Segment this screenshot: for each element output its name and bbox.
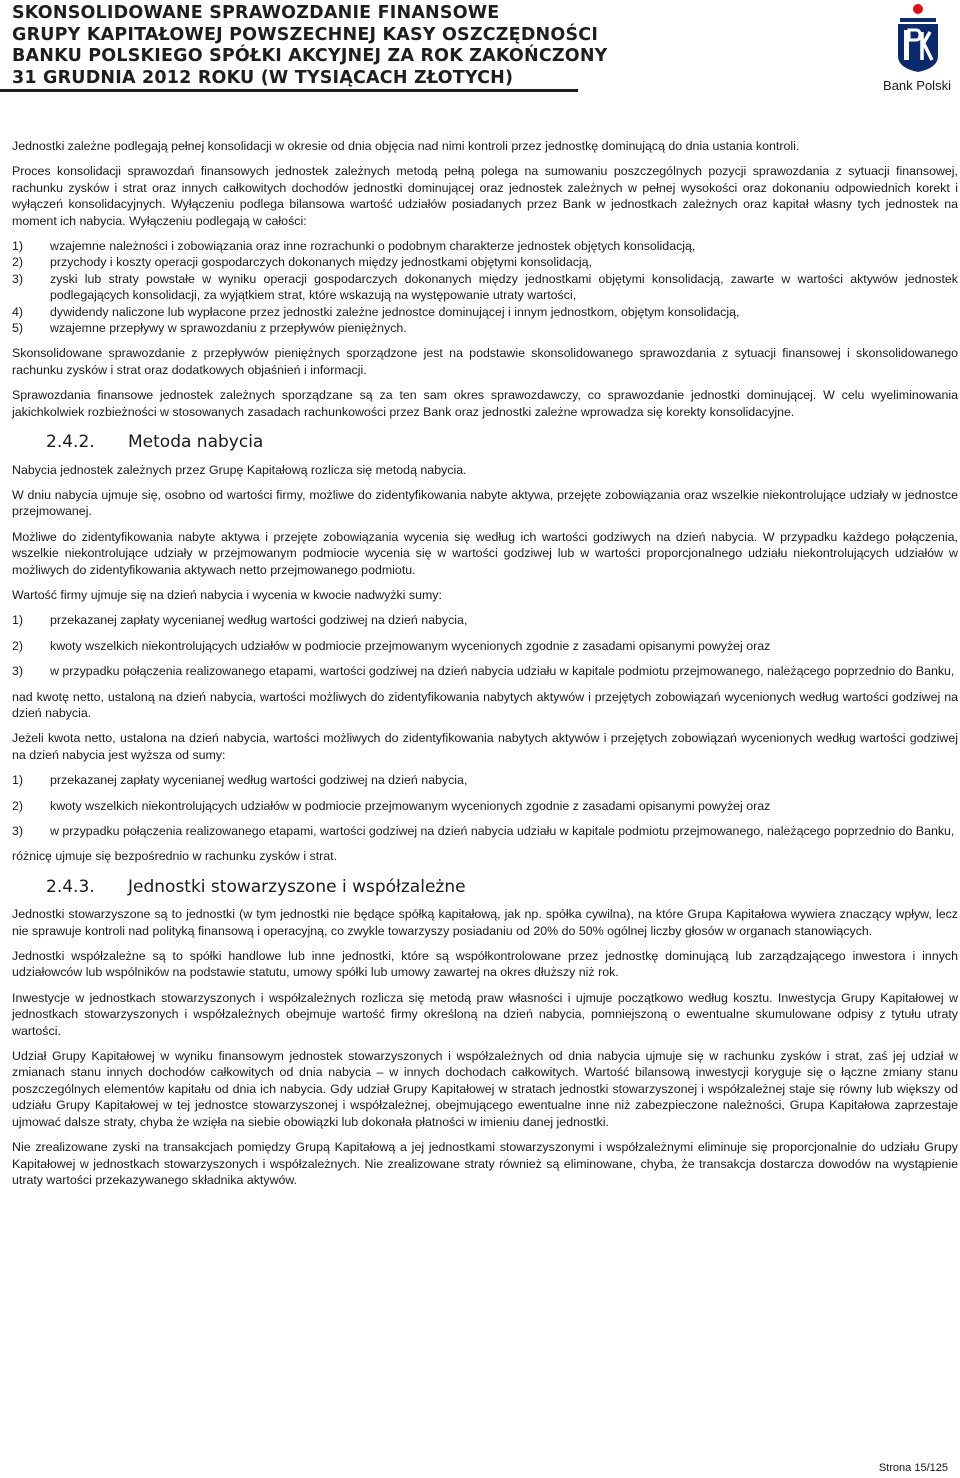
list-item: [12, 320, 958, 336]
section-243-paragraph-2: Jednostki współzależne są to spółki handlowe lub inne jednostki, które są współkontrolowane przez jednostkę dominującą lub zarządzającego inwestora i innych udziałowców lub wspólników na podstawie statutu, umowy spółki lub umowy zawartej na okres dłuższy niż rok.: [12, 949, 958, 980]
section-243-paragraph-4: Udział Grupy Kapitałowej w wyniku finansowym jednostek stowarzyszonych i współzależnych od dnia nabycia ujmuje się w rachunku zysków i strat, zaś jej udział w zmianach stanu innych dochodów całkowitych od dnia nabycia – w innych dochodach całkowitych. Wartość bilansową inwestycji koryguje się o łączne zmiany stanu poszczególnych elementów kapitału od dnia ich nabycia. Gdy udział Grupy Kapitałowej w stratach jednostki stowarzyszonej i współzależnej staje się równy lub większy od udziału Grupy Kapitałowej w tej jednostce stowarzyszonej i współzależnej, obejmującego ewentualne inne niż zabezpieczone należności, Grupa Kapitałowa zaprzestaje ujmować dalsze straty, chyba że wzięła na siebie obowiązki lub dokonała płatności w imieniu danej jednostki.: [12, 1049, 958, 1129]
list-text: wzajemne należności i zobowiązania oraz inne rozrachunki o podobnym charakterze jednostek objętych konsolidacją,: [50, 239, 696, 254]
list-number: 3): [12, 271, 24, 286]
list-number: 5): [12, 321, 24, 336]
section-242-paragraph-1: Nabycia jednostek zależnych przez Grupę Kapitałową rozlicza się metodą nabycia.: [12, 462, 467, 477]
list-text: kwoty wszelkich niekontrolujących udziałów w podmiocie przejmowanym wycenionych zgodnie z zasadami opisanymi powyżej oraz: [50, 798, 771, 813]
list-item: [12, 663, 958, 679]
list-item: [12, 798, 958, 814]
section-243-paragraph-1: Jednostki stowarzyszone są to jednostki (w tym jednostki nie będące spółką kapitałową, jak np. spółka cywilna), na które Grupa Kapitałowa wywiera znaczący wpływ, lecz nie sprawuje kontroli nad polityką finansową i operacyjną, co zwykle towarzyszy posiadaniu od 20% do 50% ogólnej liczby głosów w organach stanowiących.: [12, 907, 958, 938]
section-number: 2.4.3.: [46, 876, 95, 897]
list-text: zyski lub straty powstałe w wyniku operacji gospodarczych dokonanych między jednostkami objętymi konsolidacją, zawarte w wartości aktywów jednostek podlegających konsolidacji, za wyjątkiem strat, które wskazują na występowanie utraty wartości,: [50, 271, 958, 303]
list-text: przychody i koszty operacji gospodarczych dokonanych między jednostkami objętymi konsolidacją,: [50, 255, 593, 270]
list-number: 2): [12, 255, 24, 270]
section-243-paragraph-5: Nie zrealizowane zyski na transakcjach pomiędzy Grupą Kapitałową a jej jednostkami stowarzyszonymi i współzależnymi eliminuje się proporcjonalnie do udziału Grupy Kapitałowej w jednostkach stowarzyszonych i współzależnych. Nie zrealizowane straty również są eliminowane, chyba, że transakcja dostarcza dowodów na wystąpienie utraty wartości przekazywanego składnika aktywów.: [12, 1140, 958, 1187]
section-title: Metoda nabycia: [128, 432, 264, 453]
intro-paragraph-1: Jednostki zależne podlegają pełnej konsolidacji w okresie od dnia objęcia nad nimi kontroli przez jednostkę dominującą do dnia ustania kontroli.: [12, 139, 800, 153]
goodwill-sum-list: [12, 612, 958, 679]
intro-paragraph-3: Skonsolidowane sprawozdanie z przepływów pieniężnych sporządzone jest na podstawie skonsolidowanego sprawozdania z sytuacji finansowej i skonsolidowanego rachunku zysków i strat oraz dodatkowych objaśnień i informacji.: [12, 346, 958, 377]
list-text: wzajemne przepływy w sprawozdaniu z przepływów pieniężnych.: [50, 321, 407, 336]
list-item: [12, 254, 958, 270]
list-number: 1): [12, 613, 24, 628]
list-item: [12, 238, 958, 254]
section-243-paragraph-3: Inwestycje w jednostkach stowarzyszonych i współzależnych rozlicza się metodą praw własności i ujmuje początkowo według kosztu. Inwestycja Grupy Kapitałowej w jednostkach stowarzyszonych i współzależnych obejmuje wartość firmy określoną na dzień nabycia, pomniejszoną o ewentualne skumulowane odpisy z tytułu utraty wartości.: [12, 990, 958, 1038]
section-heading-242: [46, 432, 958, 453]
list-number: 1): [12, 773, 24, 788]
section-242-paragraph-6: Jeżeli kwota netto, ustalona na dzień nabycia, wartości możliwych do zidentyfikowania nabytych aktywów i przejętych zobowiązań wycenionych według wartości godziwej na dzień nabycia jest wyższa od sumy:: [12, 731, 958, 762]
title-line-4: 31 GRUDNIA 2012 ROKU (W TYSIĄCACH ZŁOTYCH): [12, 67, 514, 88]
list-item: [12, 612, 958, 628]
header-rule: [0, 89, 578, 92]
list-number: 2): [12, 798, 24, 813]
section-242-paragraph-4: Wartość firmy ujmuje się na dzień nabycia i wycenia w kwocie nadwyżki sumy:: [12, 587, 442, 602]
title-line-3: BANKU POLSKIEGO SPÓŁKI AKCYJNEJ ZA ROK ZAKOŃCZONY: [12, 46, 608, 66]
list-number: 3): [12, 824, 24, 838]
list-text: w przypadku połączenia realizowanego etapami, wartości godziwej na dzień nabycia udziału w kapitale podmiotu przejmowanego, należącego poprzednio do Banku,: [50, 664, 955, 679]
list-item: [12, 772, 958, 788]
list-text: dywidendy naliczone lub wypłacone przez jednostki zależne jednostce dominującej i innym jednostkom, objętym konsolidacją,: [50, 304, 740, 319]
list-item: [12, 638, 958, 654]
list-item: [12, 271, 958, 304]
bargain-sum-list: [12, 772, 958, 839]
section-242-paragraph-7: różnicę ujmuje się bezpośrednio w rachunku zysków i strat.: [12, 849, 338, 864]
list-number: 1): [12, 239, 24, 254]
exclusions-list: [12, 238, 958, 336]
section-heading-243: [46, 876, 958, 897]
section-title: Jednostki stowarzyszone i współzależne: [128, 876, 466, 897]
section-242-paragraph-5: nad kwotę netto, ustaloną na dzień nabycia, wartości możliwych do zidentyfikowania nabytych aktywów i przejętych zobowiązań wycenionych według wartości godziwej na dzień nabycia.: [12, 689, 958, 720]
list-text: kwoty wszelkich niekontrolujących udziałów w podmiocie przejmowanym wycenionych zgodnie z zasadami opisanymi powyżej oraz: [50, 638, 771, 653]
list-number: 2): [12, 638, 24, 653]
list-number: 3): [12, 664, 24, 679]
list-item: [12, 304, 958, 320]
section-242-paragraph-3: Możliwe do zidentyfikowania nabyte aktywa i przejęte zobowiązania wycenia się według ich wartości godziwych na dzień nabycia. W przypadku każdego połączenia, wszelkie niekontrolujące udziały w przejmowanym podmiocie wycenia się w wartości godziwej lub w wartości proporcjonalnego udziału niekontrolujących udziałów w możliwych do zidentyfikowania aktywach netto przejmowanego podmiotu.: [12, 529, 958, 577]
list-text: przekazanej zapłaty wycenianej według wartości godziwej na dzień nabycia,: [50, 613, 468, 628]
intro-paragraph-2: Proces konsolidacji sprawozdań finansowych jednostek zależnych metodą pełną polega na sumowaniu poszczególnych pozycji sprawozdania z sytuacji finansowej, rachunku zysków i strat oraz innych całkowitych dochodów jednostki dominującej oraz jednostek zależnych w pełnej wysokości oraz dokonaniu odpowiednich korekt i wyłączeń konsolidacyjnych. Wyłączeniu podlega bilansowa wartość udziałów posiadanych przez Bank w jednostkach zależnych oraz kapitał własny tych jednostek na moment ich nabycia. Wyłączeniu podlegają w całości:: [12, 164, 958, 228]
logo-text: Bank Polski: [883, 78, 951, 93]
title-line-1: SKONSOLIDOWANE SPRAWOZDANIE FINANSOWE: [12, 3, 500, 23]
pko-logo-icon: [894, 2, 942, 76]
page-number: Strona 15/125: [878, 1462, 948, 1474]
list-item: [12, 823, 958, 839]
list-text: w przypadku połączenia realizowanego etapami, wartości godziwej na dzień nabycia udziału w kapitale podmiotu przejmowanego, należącego poprzednio do Banku,: [50, 824, 955, 838]
title-line-2: GRUPY KAPITAŁOWEJ POWSZECHNEJ KASY OSZCZĘDNOŚCI: [12, 24, 599, 45]
list-number: 4): [12, 304, 24, 319]
section-number: 2.4.2.: [46, 432, 95, 453]
intro-paragraph-4: Sprawozdania finansowe jednostek zależnych sporządzane są za ten sam okres sprawozdawczy, co sprawozdanie jednostki dominującej. W celu wyeliminowania jakichkolwiek rozbieżności w stosowanych zasadach rachunkowości przez Bank oraz jednostki zależne wprowadza się korekty konsolidacyjne.: [12, 388, 958, 419]
page-header: [0, 0, 960, 100]
list-text: przekazanej zapłaty wycenianej według wartości godziwej na dzień nabycia,: [50, 773, 468, 788]
document-title: [12, 3, 608, 89]
pko-bank-polski-logo: [878, 0, 956, 100]
page-content: [12, 138, 958, 1197]
section-242-paragraph-2: W dniu nabycia ujmuje się, osobno od wartości firmy, możliwe do zidentyfikowania nabyte aktywa, przejęte zobowiązania oraz wszelkie niekontrolujące udziały w jednostce przejmowanej.: [12, 487, 958, 519]
